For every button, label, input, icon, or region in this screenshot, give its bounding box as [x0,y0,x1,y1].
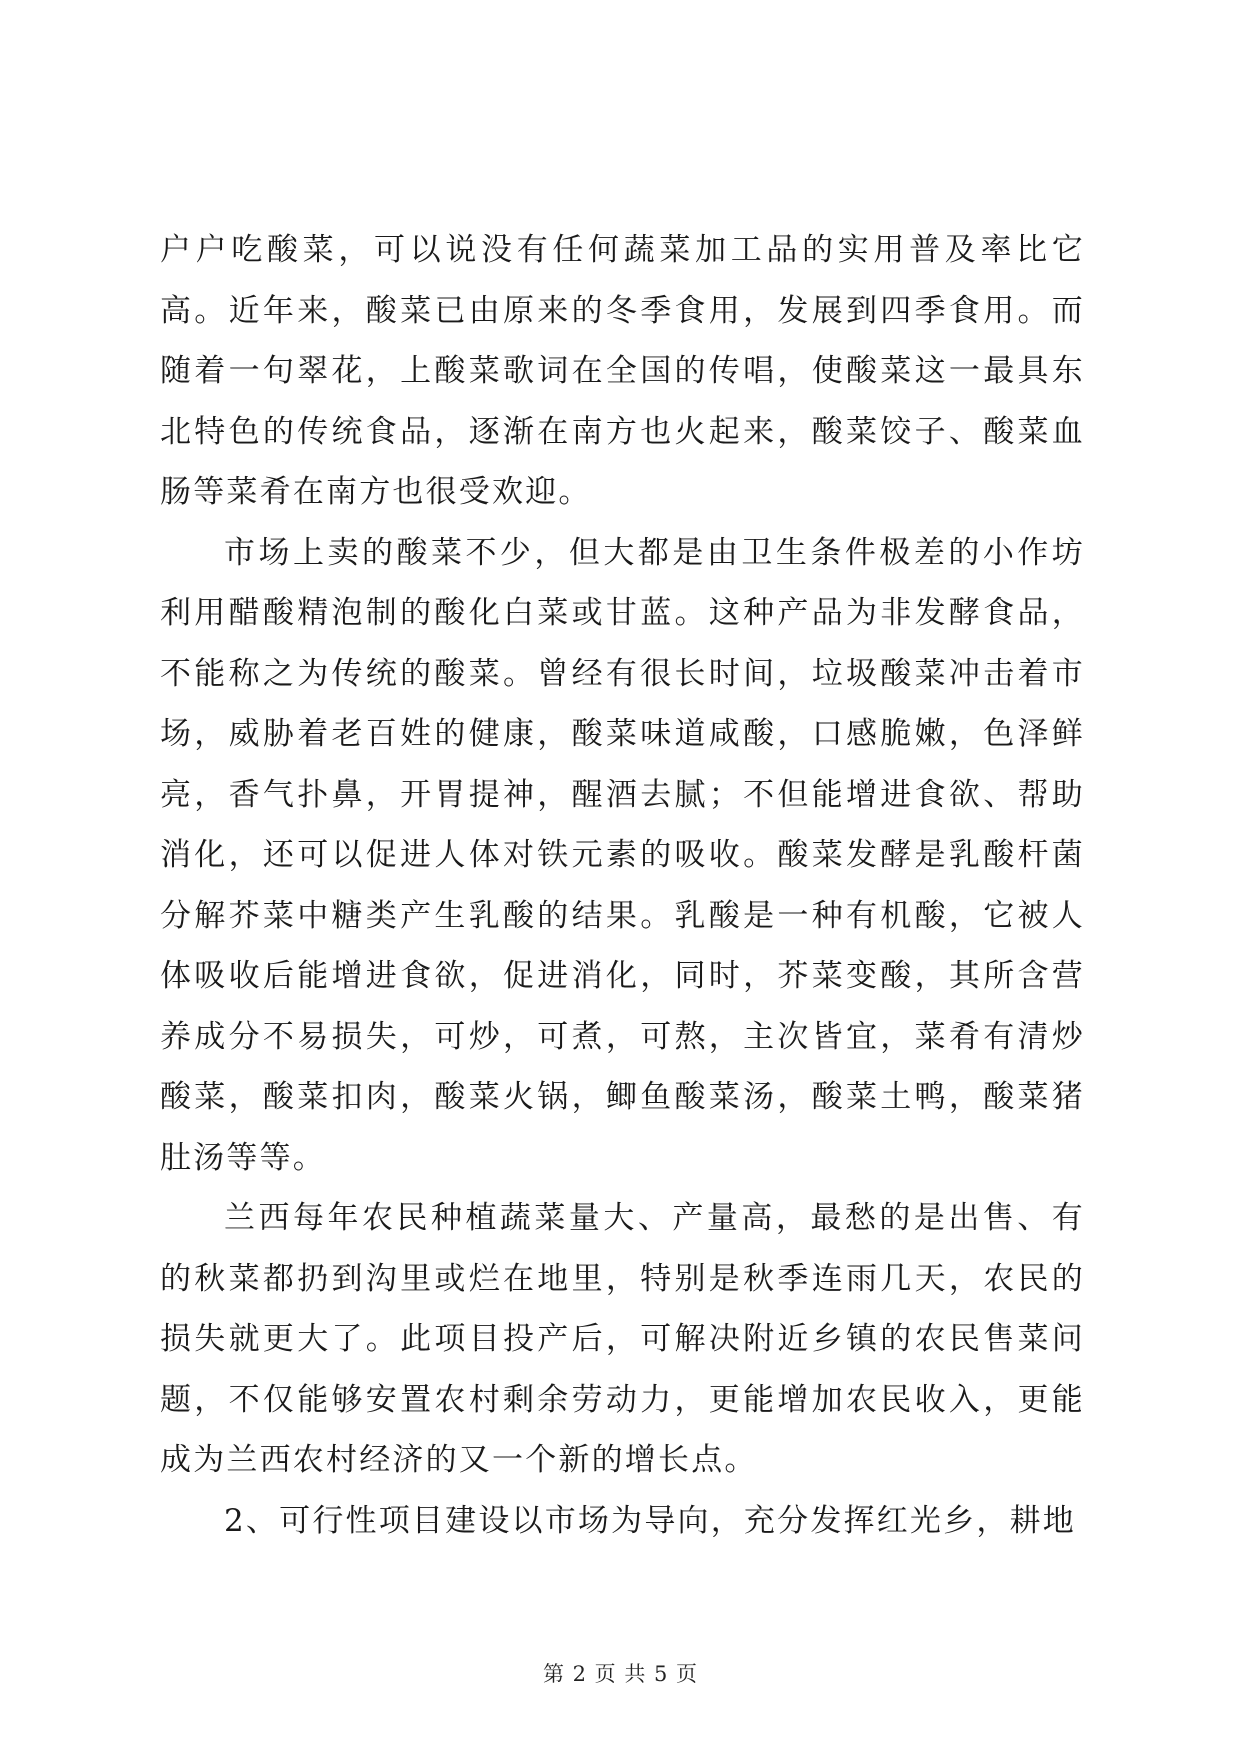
page-number-footer: 第 2 页 共 5 页 [542,1662,699,1686]
document-body [160,220,1085,1551]
paragraph-2: 市场上卖的酸菜不少，但大都是由卫生条件极差的小作坊利用醋酸精泡制的酸化白菜或甘蓝。这种产品为非发酵食品，不能称之为传统的酸菜。曾经有很长时间，垃圾酸菜冲击着市场，威胁着老百姓的健康，酸菜味道咸酸，口感脆嫩，色泽鲜亮，香气扑鼻，开胃提神，醒酒去腻；不但能增进食欲、帮助消化，还可以促进人体对铁元素的吸收。酸菜发酵是乳酸杆菌分解芥菜中糖类产生乳酸的结果。乳酸是一种有机酸，它被人体吸收后能增进食欲，促进消化，同时，芥菜变酸，其所含营养成分不易损失，可炒，可煮，可熬，主次皆宜，菜肴有清炒酸菜，酸菜扣肉，酸菜火锅，鲫鱼酸菜汤，酸菜土鸭，酸菜猪肚汤等等。 [160,534,1085,1176]
paragraph-4: 2、可行性项目建设以市场为导向，充分发挥红光乡，耕地 [224,1502,1076,1539]
paragraph-1: 户户吃酸菜，可以说没有任何蔬菜加工品的实用普及率比它高。近年来，酸菜已由原来的冬季食用，发展到四季食用。而随着一句翠花，上酸菜歌词在全国的传唱，使酸菜这一最具东北特色的传统食品，逐渐在南方也火起来，酸菜饺子、酸菜血肠等菜肴在南方也很受欢迎。 [160,232,1085,510]
paragraph-3: 兰西每年农民种植蔬菜量大、产量高，最愁的是出售、有的秋菜都扔到沟里或烂在地里，特别是秋季连雨几天，农民的损失就更大了。此项目投产后，可解决附近乡镇的农民售菜问题，不仅能够安置农村剩余劳动力，更能增加农民收入，更能成为兰西农村经济的又一个新的增长点。 [160,1200,1085,1478]
